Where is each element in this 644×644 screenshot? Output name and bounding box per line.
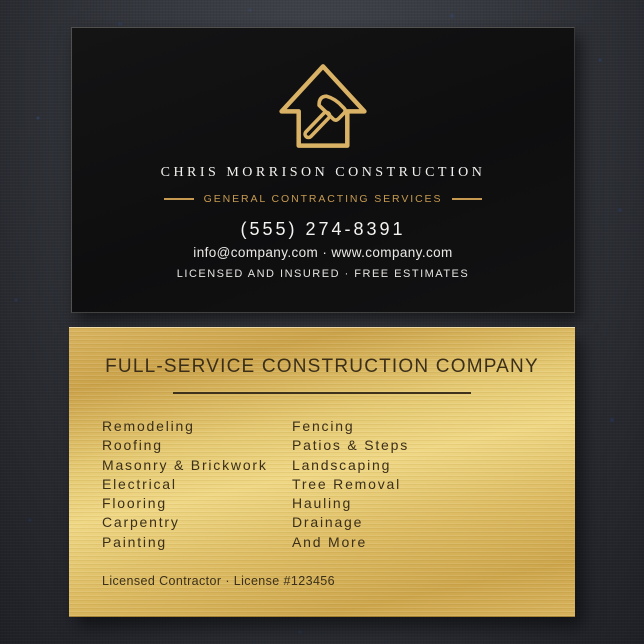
list-item: Electrical — [102, 475, 177, 492]
email-website-line: info@company.com · www.company.com — [193, 245, 453, 260]
list-item: And More — [292, 533, 368, 550]
business-card-back — [69, 327, 575, 617]
list-item: Landscaping — [292, 456, 392, 473]
list-item: Painting — [102, 533, 167, 550]
license-number-line: Licensed Contractor · License #123456 — [102, 574, 335, 589]
list-item: Tree Removal — [292, 475, 401, 492]
house-outline-icon — [282, 66, 365, 145]
list-item: Hauling — [292, 495, 353, 512]
list-item: Masonry & Brickwork — [102, 456, 268, 473]
business-card-front — [71, 27, 575, 313]
tagline-dash-right — [452, 198, 482, 200]
services-column-left — [102, 417, 292, 552]
company-name: CHRIS MORRISON CONSTRUCTION — [160, 165, 486, 180]
back-card-title: FULL-SERVICE CONSTRUCTION COMPANY — [105, 356, 539, 377]
services-column-right — [292, 417, 409, 552]
phone-number: (555) 274-8391 — [240, 219, 406, 239]
list-item: Fencing — [292, 418, 355, 434]
tagline-row — [164, 191, 483, 206]
list-item: Flooring — [102, 495, 167, 512]
list-item: Drainage — [292, 514, 364, 531]
title-divider-line — [173, 392, 471, 394]
tagline-dash-left — [164, 198, 194, 200]
list-item: Roofing — [102, 437, 163, 454]
list-item: Carpentry — [102, 514, 180, 531]
hammer-icon — [295, 92, 347, 144]
services-list — [102, 417, 575, 552]
tagline-text: GENERAL CONTRACTING SERVICES — [203, 192, 443, 205]
list-item: Patios & Steps — [292, 437, 410, 454]
licensed-insured-line: LICENSED AND INSURED · FREE ESTIMATES — [176, 268, 470, 280]
house-hammer-icon — [276, 61, 370, 151]
list-item: Remodeling — [102, 418, 195, 434]
